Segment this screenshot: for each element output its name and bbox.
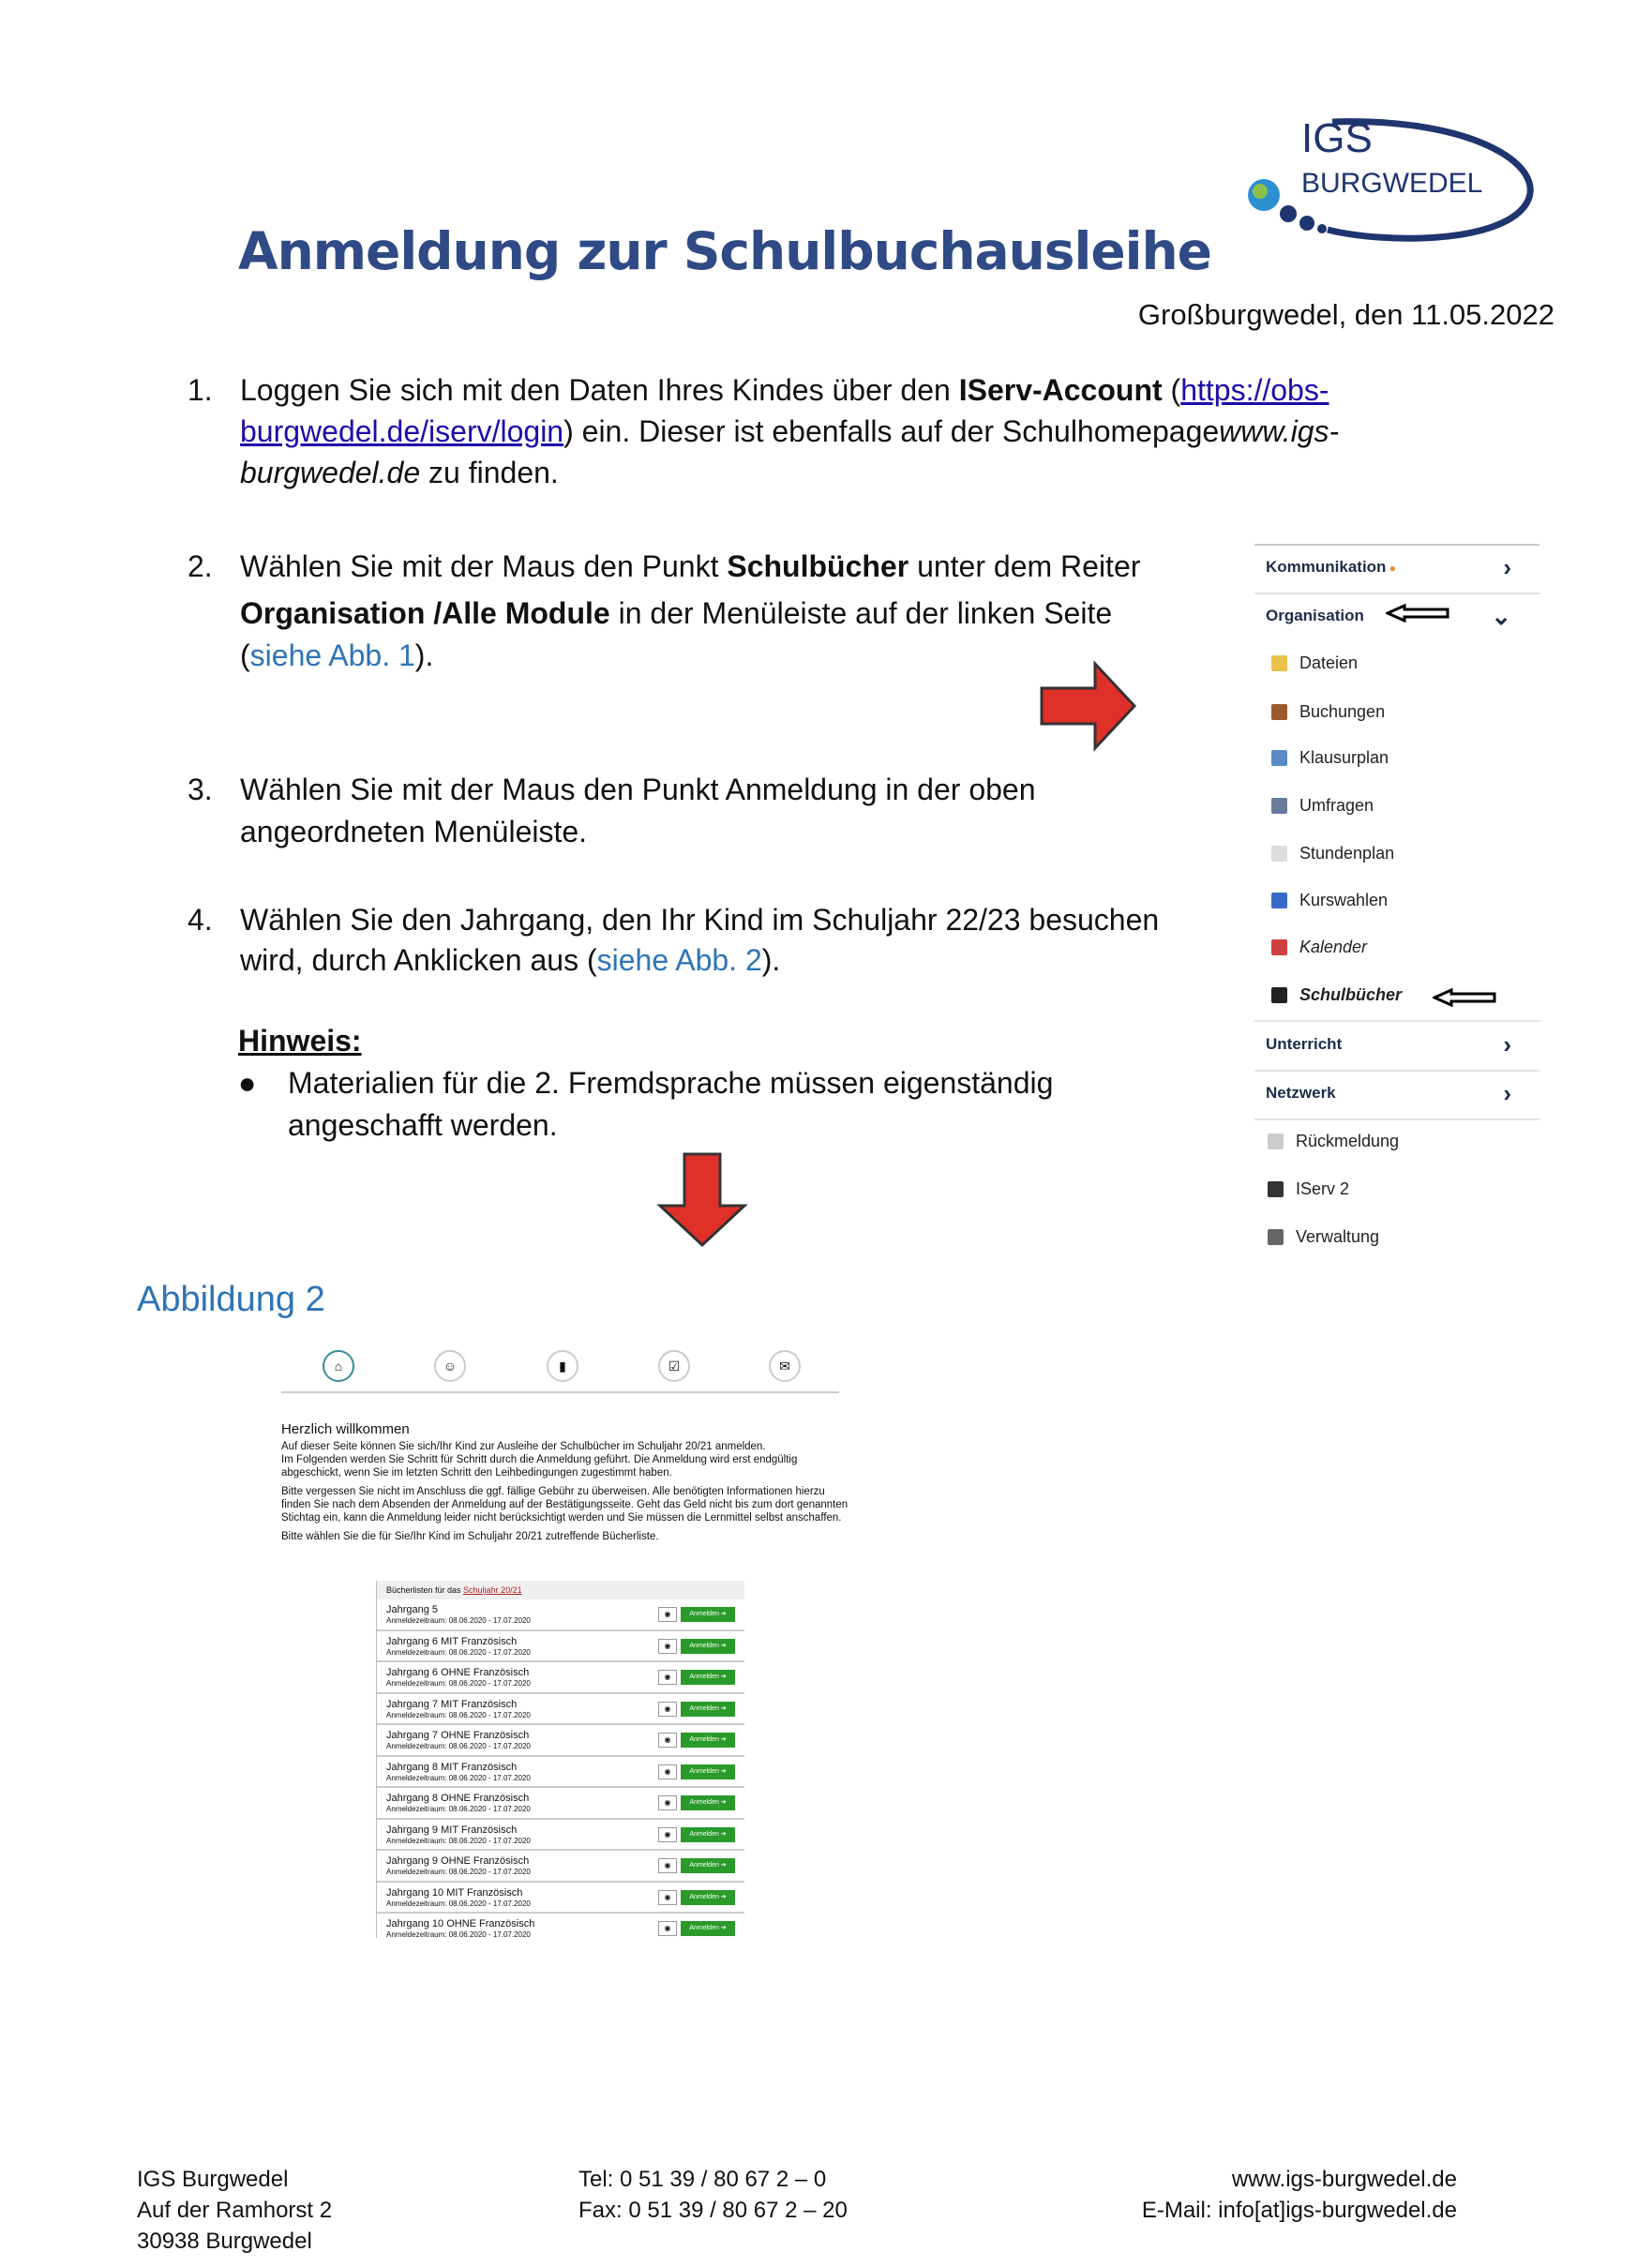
table-row	[377, 1662, 744, 1694]
school-year-link[interactable]: Schuljahr 20/21	[463, 1585, 522, 1595]
table-row	[377, 1694, 744, 1726]
table-row	[377, 1788, 744, 1820]
footer-line: Tel: 0 51 39 / 80 67 2 – 0	[578, 2167, 827, 2192]
schulbuecher-icon	[1271, 987, 1287, 1003]
table-row	[377, 1757, 744, 1789]
mail-icon[interactable]: ✉	[769, 1350, 801, 1382]
chevron-right-icon: ›	[1503, 553, 1511, 581]
menu-item-label: Kommunikation	[1266, 558, 1387, 576]
step-3-line-1: Wählen Sie mit der Maus den Punkt Anmeldung in der oben	[240, 773, 1036, 806]
step-1-line-3: burgwedel.de zu finden.	[240, 456, 559, 489]
notification-dot-icon: ●	[1386, 562, 1397, 575]
menu-item-verwaltung[interactable]	[1254, 1223, 1539, 1251]
book-list-table	[376, 1581, 744, 1938]
menu-item-label: Organisation	[1266, 607, 1364, 624]
menu-divider	[1254, 1118, 1539, 1120]
menu-item-label: Klausurplan	[1299, 748, 1389, 767]
anmelden-button[interactable]: Anmelden ➔	[681, 1639, 735, 1654]
welcome-p1: Auf dieser Seite können Sie sich/Ihr Kind zur Ausleihe der Schulbücher im Schuljahr 20/21 anmelden.	[281, 1441, 766, 1452]
registration-period: Anmeldezeitraum: 08.06.2020 - 17.07.2020	[386, 1710, 531, 1719]
footer-line: Auf der Ramhorst 2	[137, 2198, 333, 2223]
chevron-right-icon: ›	[1503, 1079, 1511, 1107]
footer-address	[137, 2164, 332, 2257]
umfragen-icon	[1271, 798, 1287, 814]
view-eye-icon[interactable]: ◉	[658, 1795, 677, 1810]
step-2-line-2: Organisation /Alle Module in der Menüleiste auf der linken Seite	[240, 596, 1113, 630]
page-title: Anmeldung zur Schulbuchausleihe	[238, 221, 1211, 281]
footer-line: IGS Burgwedel	[137, 2167, 289, 2192]
menu-divider	[1254, 1070, 1539, 1072]
step-2-line-1: Wählen Sie mit der Maus den Punkt Schulbücher unter dem Reiter	[240, 549, 1141, 583]
verwaltung-icon	[1268, 1229, 1284, 1245]
registration-period: Anmeldezeitraum: 08.06.2020 - 17.07.2020	[386, 1679, 531, 1688]
kalender-icon	[1271, 939, 1287, 955]
iserv-menu-screenshot	[1254, 544, 1539, 1256]
hint-bullet-line-2: angeschafft werden.	[288, 1108, 558, 1142]
view-eye-icon[interactable]: ◉	[658, 1858, 677, 1873]
registration-period: Anmeldezeitraum: 08.06.2020 - 17.07.2020	[386, 1616, 531, 1625]
iserv-login-link-cont[interactable]: burgwedel.de/iserv/login	[240, 414, 564, 448]
welcome-heading: Herzlich willkommen	[281, 1421, 410, 1437]
red-arrow-down-icon	[656, 1151, 748, 1249]
grade-name: Jahrgang 5	[386, 1604, 439, 1615]
stundenplan-icon	[1271, 846, 1287, 862]
footer-phone	[578, 2164, 848, 2226]
date-line: Großburgwedel, den 11.05.2022	[1137, 298, 1554, 331]
svg-text:BURGWEDEL: BURGWEDEL	[1301, 168, 1483, 199]
menu-item-rueckmeldung[interactable]	[1254, 1127, 1539, 1155]
bullet-icon: ●	[238, 1066, 257, 1100]
step-1-line-2: burgwedel.de/iserv/login) ein. Dieser ist ebenfalls auf der Schulhomepagewww.igs-	[240, 414, 1340, 448]
rueckmeldung-icon	[1268, 1134, 1284, 1149]
home-icon[interactable]: ⌂	[323, 1350, 354, 1382]
menu-item-label: IServ 2	[1296, 1179, 1350, 1198]
step-4-line-1: Wählen Sie den Jahrgang, den Ihr Kind im Schuljahr 22/23 besuchen	[240, 903, 1160, 937]
menu-item-kurswahlen[interactable]	[1254, 886, 1539, 914]
registration-period: Anmeldezeitraum: 08.06.2020 - 17.07.2020	[386, 1930, 531, 1938]
view-eye-icon[interactable]: ◉	[658, 1890, 677, 1905]
registration-period: Anmeldezeitraum: 08.06.2020 - 17.07.2020	[386, 1868, 531, 1876]
figure-2-label: Abbildung 2	[137, 1280, 325, 1319]
registration-period: Anmeldezeitraum: 08.06.2020 - 17.07.2020	[386, 1836, 531, 1845]
iserv-login-link[interactable]: https://obs-	[1180, 373, 1329, 407]
chevron-right-icon: ›	[1503, 1030, 1511, 1058]
school-logo	[1243, 113, 1543, 248]
registration-period: Anmeldezeitraum: 08.06.2020 - 17.07.2020	[386, 1742, 531, 1750]
view-eye-icon[interactable]: ◉	[658, 1607, 677, 1622]
menu-item-umfragen[interactable]	[1254, 791, 1539, 819]
table-row	[377, 1631, 744, 1663]
step-number: 2.	[188, 549, 213, 583]
menu-item-kalender[interactable]	[1254, 933, 1539, 961]
footer-line: 30938 Burgwedel	[137, 2229, 312, 2254]
menu-item-klausurplan[interactable]	[1254, 743, 1539, 772]
dateien-icon	[1271, 655, 1287, 671]
menu-item-label: Schulbücher	[1299, 985, 1403, 1004]
kurswahlen-icon	[1271, 893, 1287, 908]
footer-line: Fax: 0 51 39 / 80 67 2 – 20	[578, 2198, 848, 2223]
red-arrow-right-icon	[1039, 660, 1138, 752]
grade-name: Jahrgang 9 MIT Französisch	[386, 1824, 518, 1836]
menu-item-netzwerk[interactable]	[1254, 1079, 1539, 1107]
step-3-line-2: angeordneten Menüleiste.	[240, 815, 588, 848]
registration-period: Anmeldezeitraum: 08.06.2020 - 17.07.2020	[386, 1805, 531, 1813]
hint-bullet-line-1: Materialien für die 2. Fremdsprache müssen eigenständig	[288, 1066, 1054, 1100]
menu-item-dateien[interactable]	[1254, 649, 1539, 677]
footer-web	[1142, 2164, 1457, 2226]
step-number: 3.	[188, 773, 213, 806]
view-eye-icon[interactable]: ◉	[658, 1921, 677, 1936]
hint-label: Hinweis:	[238, 1024, 362, 1058]
menu-item-iserv-2[interactable]	[1254, 1175, 1539, 1203]
view-eye-icon[interactable]: ◉	[658, 1702, 677, 1717]
step-4-line-2: wird, durch Anklicken aus (siehe Abb. 2).	[240, 943, 781, 977]
anmelden-button[interactable]: Anmelden ➔	[681, 1795, 735, 1810]
grade-name: Jahrgang 6 OHNE Französisch	[386, 1667, 530, 1678]
welcome-p3: Bitte vergessen Sie nicht im Anschluss die ggf. fällige Gebühr zu überweisen. Alle benötigten Informationen hierzu finden Sie nach dem Absenden der Anmeldung auf der Bestätigungsseite. Geht das Geld nicht bis zum dort genannten Stichtag ein, kann die Anmeldung leider nicht berücksichtigt werden und Sie müssen die Lernmittel selbst anschaffen.	[281, 1486, 849, 1524]
svg-text:IGS: IGS	[1301, 115, 1373, 161]
menu-item-buchungen[interactable]	[1254, 698, 1539, 726]
table-row	[377, 1599, 744, 1631]
anmelden-button[interactable]: Anmelden ➔	[681, 1858, 735, 1873]
menu-item-label: Verwaltung	[1296, 1227, 1380, 1246]
table-row	[377, 1883, 744, 1914]
step-2-line-3: (siehe Abb. 1).	[240, 638, 434, 672]
view-eye-icon[interactable]: ◉	[658, 1764, 677, 1779]
registration-period: Anmeldezeitraum: 08.06.2020 - 17.07.2020	[386, 1647, 531, 1657]
welcome-p4: Bitte wählen Sie die für Sie/Ihr Kind im Schuljahr 20/21 zutreffende Bücherliste.	[281, 1531, 659, 1542]
view-eye-icon[interactable]: ◉	[658, 1827, 677, 1842]
grade-name: Jahrgang 8 MIT Französisch	[386, 1761, 518, 1773]
menu-item-label: Unterricht	[1266, 1035, 1343, 1053]
menu-item-label: Kalender	[1299, 938, 1368, 956]
grade-name: Jahrgang 10 OHNE Französisch	[386, 1918, 535, 1929]
anmelden-button[interactable]: Anmelden ➔	[681, 1607, 735, 1622]
grade-name: Jahrgang 10 MIT Französisch	[386, 1886, 523, 1899]
view-eye-icon[interactable]: ◉	[658, 1670, 677, 1685]
anmelden-button[interactable]: Anmelden ➔	[681, 1764, 735, 1779]
book-icon[interactable]: ▮	[547, 1350, 578, 1382]
table-row	[377, 1820, 744, 1852]
menu-item-kommunikation[interactable]	[1254, 553, 1539, 581]
welcome-section	[281, 1421, 849, 1543]
menu-item-unterricht[interactable]	[1254, 1030, 1539, 1058]
menu-item-label: Rückmeldung	[1296, 1132, 1400, 1150]
step-number: 1.	[188, 373, 213, 407]
menu-divider	[1254, 1020, 1539, 1022]
registration-period: Anmeldezeitraum: 08.06.2020 - 17.07.2020	[386, 1773, 531, 1782]
menu-item-label: Umfragen	[1299, 796, 1374, 815]
table-row	[377, 1851, 744, 1883]
grade-name: Jahrgang 8 OHNE Französisch	[386, 1793, 530, 1804]
user-icon[interactable]: ☺	[434, 1350, 466, 1382]
grade-name: Jahrgang 6 MIT Französisch	[386, 1635, 518, 1647]
anmelden-button[interactable]: Anmelden ➔	[681, 1921, 735, 1936]
grade-name: Jahrgang 7 MIT Französisch	[386, 1698, 518, 1710]
chevron-down-icon: ⌄	[1491, 602, 1511, 630]
table-header: Bücherlisten für das Schuljahr 20/21	[377, 1581, 744, 1599]
table-row	[377, 1914, 744, 1938]
menu-item-label: Netzwerk	[1266, 1084, 1336, 1102]
black-arrow-left-icon	[1433, 988, 1498, 1007]
menu-item-label: Kurswahlen	[1299, 891, 1389, 909]
menu-divider	[1254, 593, 1539, 594]
view-eye-icon[interactable]: ◉	[658, 1639, 677, 1654]
anmelden-button[interactable]: Anmelden ➔	[681, 1670, 735, 1685]
figure-2-ref[interactable]: siehe Abb. 2	[596, 943, 762, 977]
grade-name: Jahrgang 9 OHNE Französisch	[386, 1855, 530, 1867]
footer-line: www.igs-burgwedel.de	[1231, 2167, 1457, 2192]
menu-item-label: Buchungen	[1299, 702, 1386, 721]
welcome-p2: Im Folgenden werden Sie Schritt für Schritt durch die Anmeldung geführt. Die Anmeldung wird erst endgültig abgeschickt, wenn Sie im letzten Schritt den Leihbedingungen zugestimmt haben.	[281, 1454, 798, 1479]
step-number: 4.	[188, 903, 213, 937]
check-icon[interactable]: ☑	[658, 1350, 690, 1382]
view-eye-icon[interactable]: ◉	[658, 1733, 677, 1748]
grade-name: Jahrgang 7 OHNE Französisch	[386, 1730, 530, 1741]
anmelden-button[interactable]: Anmelden ➔	[681, 1702, 735, 1717]
anmelden-button[interactable]: Anmelden ➔	[681, 1827, 735, 1842]
figure-1-ref[interactable]: siehe Abb. 1	[249, 638, 415, 672]
menu-item-stundenplan[interactable]	[1254, 839, 1539, 867]
step-1-line-1: Loggen Sie sich mit den Daten Ihres Kindes über den IServ-Account (https://obs-	[240, 373, 1329, 407]
buchungen-icon	[1271, 704, 1287, 720]
stepper-line	[281, 1391, 839, 1393]
registration-period: Anmeldezeitraum: 08.06.2020 - 17.07.2020	[386, 1899, 531, 1908]
iserv-2-icon	[1268, 1181, 1284, 1197]
table-row	[377, 1725, 744, 1757]
footer-line: E-Mail: info[at]igs-burgwedel.de	[1141, 2198, 1457, 2223]
anmelden-button[interactable]: Anmelden ➔	[681, 1890, 735, 1905]
klausurplan-icon	[1271, 750, 1287, 766]
menu-item-label: Stundenplan	[1299, 844, 1395, 863]
anmelden-button[interactable]: Anmelden ➔	[681, 1733, 735, 1748]
menu-item-label: Dateien	[1299, 653, 1359, 672]
black-arrow-left-icon	[1386, 604, 1451, 623]
